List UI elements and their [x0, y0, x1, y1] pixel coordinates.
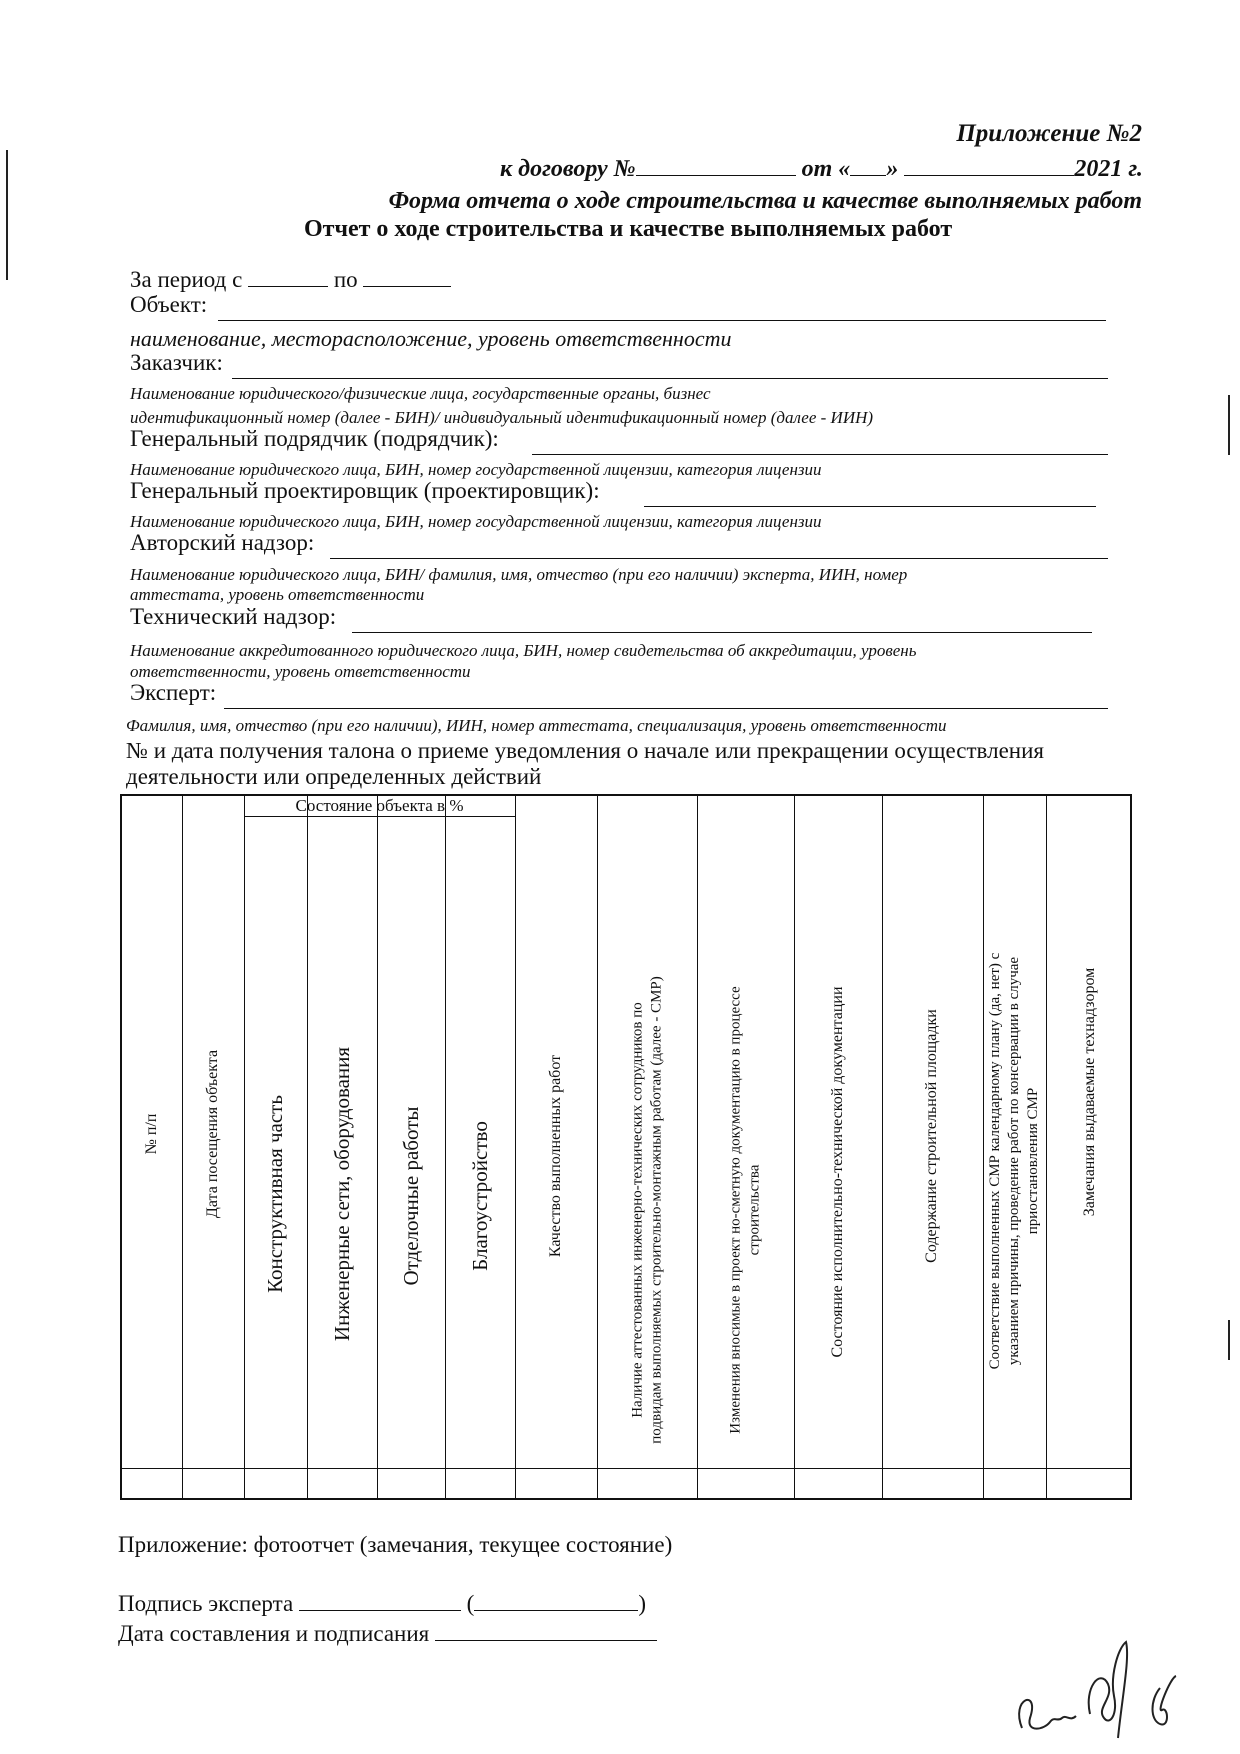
- attachment-note: Приложение: фотоотчет (замечания, текущее состояние): [118, 1532, 673, 1557]
- col-header-visit-date: Дата посещения объекта: [204, 1049, 221, 1219]
- contract-line: [500, 153, 1143, 183]
- report-table: [120, 794, 1132, 1500]
- data-row-separator: [122, 1468, 1130, 1469]
- author-supervision-hint-2: аттестата, уровень ответственности: [130, 585, 425, 604]
- appendix-number: Приложение №2: [956, 120, 1142, 147]
- designer-hint: Наименование юридического лица, БИН, номер государственной лицензии, категория лицензии: [130, 512, 822, 531]
- talon-line-2: деятельности или определенных действий: [126, 764, 542, 789]
- expert-hint: Фамилия, имя, отчество (при его наличии), ИИН, номер аттестата, специализация, уровень ответственности: [126, 716, 947, 735]
- contract-prefix: к договору №: [500, 156, 636, 182]
- form-title: Форма отчета о ходе строительства и качестве выполняемых работ: [388, 188, 1142, 214]
- col-header-documentation: Состояние исполнительно-технической документации: [829, 986, 846, 1358]
- contractor-hint: Наименование юридического лица, БИН, номер государственной лицензии, категория лицензии: [130, 460, 822, 479]
- signature-paren-close: ): [638, 1591, 646, 1616]
- contract-year: 2021 г.: [1074, 156, 1143, 182]
- customer-field[interactable]: [232, 378, 1108, 379]
- col-header-quality: Качество выполненных работ: [547, 1054, 564, 1258]
- col-header-structural: Конструктивная часть: [262, 1095, 287, 1293]
- contractor-label: Генеральный подрядчик (подрядчик):: [130, 426, 499, 451]
- group-header-state: Состояние объекта в %: [295, 796, 464, 815]
- author-supervision-label: Авторский надзор:: [130, 530, 315, 555]
- group-header-separator: [244, 816, 515, 817]
- col-header-staff: Наличие аттестованных инженерно-технических сотрудников по подвидам выполняемых строительно-монтажным работам (далее - СМР): [629, 976, 664, 1444]
- contract-from: от «: [801, 156, 851, 182]
- report-title: Отчет о ходе строительства и качестве выполняемых работ: [304, 216, 953, 242]
- date-row: [118, 1618, 657, 1647]
- designer-field[interactable]: [644, 506, 1096, 507]
- tech-supervision-field[interactable]: [352, 632, 1092, 633]
- period-from-field[interactable]: [248, 264, 328, 287]
- contract-date-field[interactable]: [904, 153, 1074, 176]
- signature-paren-open: (: [466, 1591, 475, 1616]
- col-header-schedule: Соответствие выполненных СМР календарному плану (да, нет) с указанием причины, проведение работ по консервации в случае приостановления СМР: [986, 952, 1041, 1370]
- col-header-engineering: Инженерные сети, оборудования: [329, 1046, 354, 1342]
- signature-name-field[interactable]: [474, 1588, 638, 1611]
- designer-label: Генеральный проектировщик (проектировщик):: [130, 478, 600, 503]
- period-to-label: по: [333, 267, 358, 292]
- customer-hint-1: Наименование юридического/физические лица, государственные органы, бизнес: [130, 384, 711, 403]
- author-supervision-hint-1: Наименование юридического лица, БИН/ фамилия, имя, отчество (при его наличии) эксперта, ИИН, номер: [130, 565, 908, 584]
- handwritten-signature: [1000, 1618, 1200, 1748]
- date-label: Дата составления и подписания: [118, 1621, 430, 1646]
- col-header-site: Содержание строительной площадки: [923, 1009, 940, 1263]
- expert-field[interactable]: [224, 708, 1108, 709]
- period-to-field[interactable]: [363, 264, 451, 287]
- author-supervision-field[interactable]: [330, 558, 1108, 559]
- contractor-field[interactable]: [532, 454, 1108, 455]
- object-field[interactable]: [218, 320, 1106, 321]
- signature-field[interactable]: [299, 1588, 461, 1611]
- object-label: Объект:: [130, 292, 208, 317]
- scan-mark: [1228, 1320, 1230, 1360]
- tech-supervision-hint-2: ответственности, уровень ответственности: [130, 662, 471, 681]
- col-header-number: № п/п: [143, 1113, 160, 1155]
- signature-row: [118, 1588, 646, 1617]
- object-hint: наименование, месторасположение, уровень ответственности: [130, 326, 732, 351]
- contract-number-field[interactable]: [636, 153, 796, 176]
- col-header-landscaping: Благоустройство: [467, 1121, 492, 1271]
- expert-label: Эксперт:: [130, 680, 217, 705]
- contract-day-field[interactable]: [850, 153, 886, 176]
- contract-close-quote: »: [886, 156, 899, 182]
- tech-supervision-hint-1: Наименование аккредитованного юридического лица, БИН, номер свидетельства об аккредитации, уровень: [130, 641, 917, 660]
- customer-label: Заказчик:: [130, 350, 223, 375]
- col-header-finishing: Отделочные работы: [398, 1106, 423, 1286]
- scan-mark: [6, 150, 8, 280]
- period-label: За период с: [130, 267, 243, 292]
- scan-mark: [1228, 395, 1230, 455]
- date-field[interactable]: [435, 1618, 657, 1641]
- tech-supervision-label: Технический надзор:: [130, 604, 337, 629]
- period-row: [130, 264, 451, 293]
- signature-label: Подпись эксперта: [118, 1591, 294, 1616]
- col-header-remarks: Замечания выдаваемые технадзором: [1081, 967, 1098, 1217]
- customer-hint-2: идентификационный номер (далее - БИН)/ индивидуальный идентификационный номер (далее - ИИН): [130, 408, 874, 427]
- talon-line-1: № и дата получения талона о приеме уведомления о начале или прекращении осуществления: [126, 738, 1044, 763]
- col-header-design-changes: Изменения вносимые в проект но-сметную документацию в процессе строительства: [727, 986, 762, 1434]
